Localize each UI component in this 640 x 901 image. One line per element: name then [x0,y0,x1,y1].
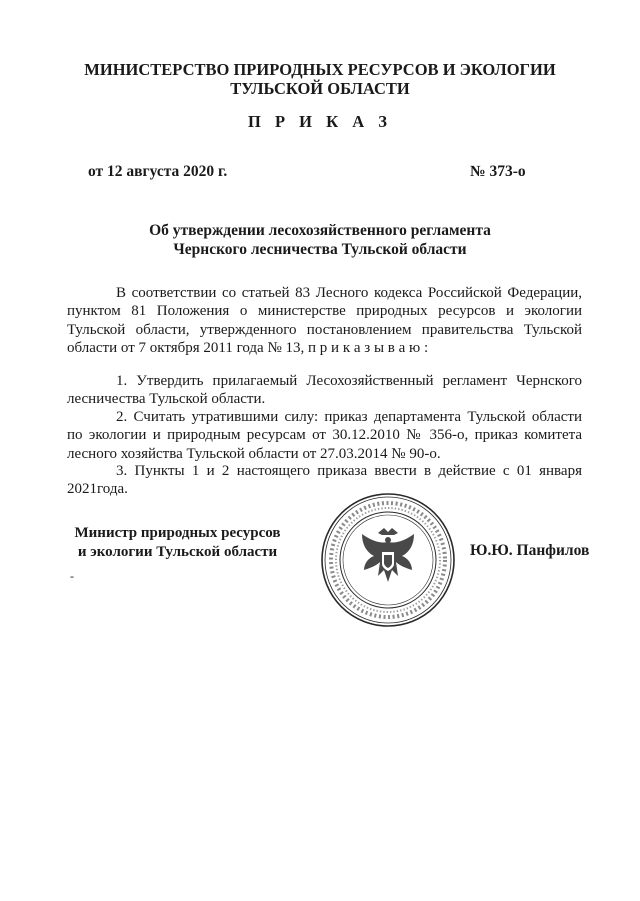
order-item-1: 1. Утвердить прилагаемый Лесохозяйственный регламент Чернского лесничества Тульской области. [67,373,582,408]
ministry-name-line1: МИНИСТЕРСТВО ПРИРОДНЫХ РЕСУРСОВ И ЭКОЛОГИИ [84,60,556,79]
order-number: № 373-о [470,163,526,180]
emblem-seal-icon [318,490,458,630]
signer-position-line1: Министр природных ресурсов [74,525,281,541]
subject-line1: Об утверждении лесохозяйственного регламента [149,222,491,239]
order-item-2: 2. Считать утратившими силу: приказ департамента Тульской области по экологии и природным ресурсам от 30.12.2010 № 356-о, приказ комитета лесного хозяйства Тульской области от 27.03.2014 № 90-о. [67,409,582,462]
ministry-name-line2: ТУЛЬСКОЙ ОБЛАСТИ [230,79,410,98]
signer-name: Ю.Ю. Панфилов [470,542,590,559]
order-date: от 12 августа 2020 г. [88,163,228,180]
margin-dash: - [70,569,74,583]
ministry-header [60,60,580,98]
signer-position [60,524,295,562]
document-type: П Р И К А З [248,112,392,131]
order-subject [60,221,580,259]
signer-position-line2: и экологии Тульской области [77,544,278,560]
subject-line2: Чернского лесничества Тульской области [173,241,467,258]
order-item-3: 3. Пункты 1 и 2 настоящего приказа ввести в действие с 01 января 2021года. [67,463,582,498]
preamble-paragraph: В соответствии со статьей 83 Лесного кодекса Российской Федерации, пунктом 81 Положения о министерстве природных ресурсов и экологии Тульской области, утвержденного постановлением правительства Тульской области от 7 октября 2011 года № 13, п р и к а з ы в а ю : [67,285,582,357]
